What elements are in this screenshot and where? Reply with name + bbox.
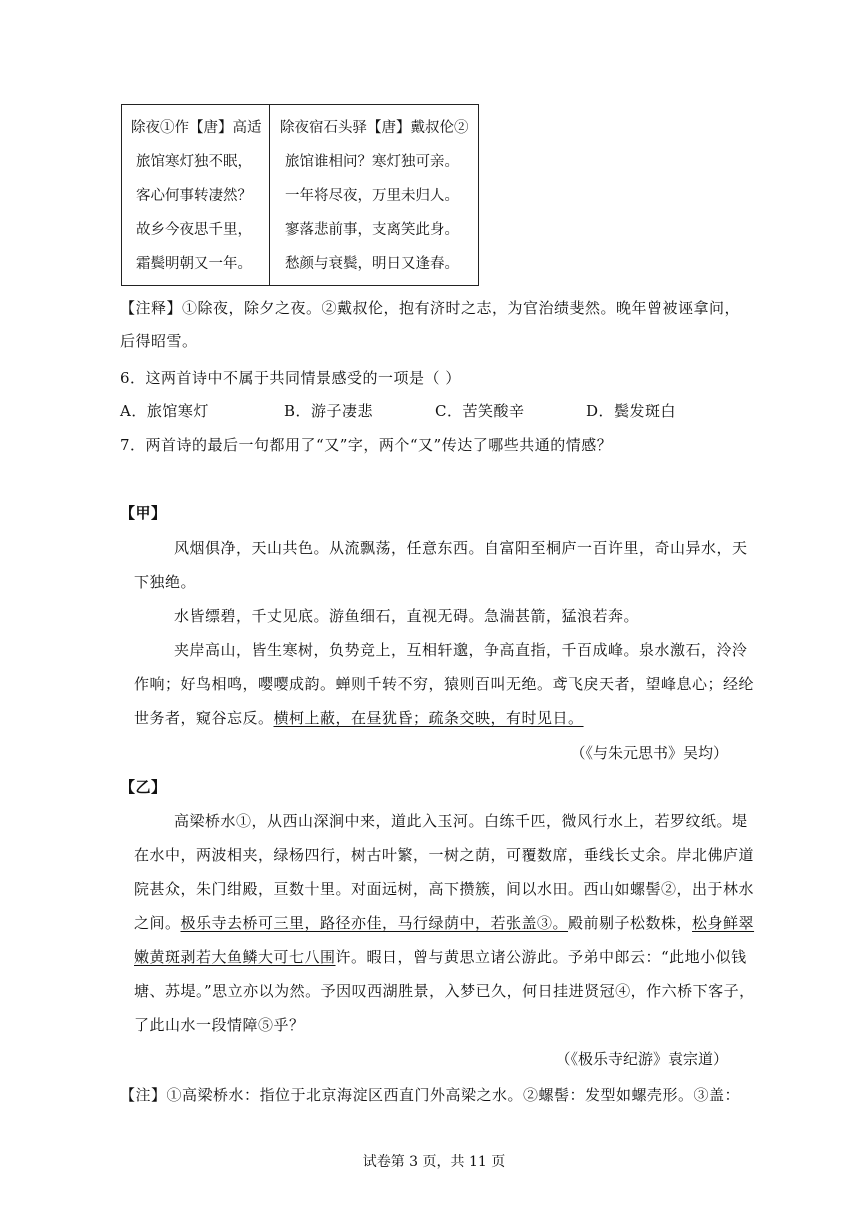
jia-label: 【甲】 [120,504,167,522]
poem-right-title: 除夜宿石头驿【唐】戴叔伦② [280,120,469,136]
poem-right-line: 寥落悲前事，支离笑此身。 [285,222,459,238]
yi-label: 【乙】 [120,778,167,796]
jia-line-last [134,707,584,728]
q6-option-c: C．苦笑酸辛 [435,402,525,420]
jia-line: 水皆缥碧，千丈见底。游鱼细石，直视无碍。急湍甚箭，猛浪若奔。 [174,607,640,625]
yi-underlined-1: 极乐寺去桥可三里，路径亦佳，马行绿荫中，若张盖③。 [180,914,569,932]
yi-underlined-2b: 嫩黄斑剥若大鱼鳞大可七八围 [134,948,336,966]
poem-left-line: 客心何事转凄然？ [136,188,252,204]
yi-line: 高梁桥水①，从西山深涧中来，道此入玉河。白练千匹，微风行水上，若罗纹纸。堤 [174,812,748,830]
q7-stem: 7．两首诗的最后一句都用了“又”字，两个“又”传达了哪些共通的情感？ [120,436,613,454]
yi-line: 塘、苏堤。”思立亦以为然。予因叹西湖胜景，入梦已久，何日挂进贤冠④，作六桥下客子， [134,982,755,1000]
q6-option-d: D．鬓发斑白 [586,402,677,420]
yi-source: （《极乐寺纪游》袁宗道） [555,1050,728,1068]
note1-line2: 后得昭雪。 [120,332,198,350]
yi-line-text: 殿前剔子松数株， [568,914,693,932]
poem-right-line: 愁颜与衰鬓，明日又逢春。 [285,256,459,272]
q6-option-a: A．旅馆寒灯 [120,402,209,420]
jia-underlined: 横柯上蔽，在昼犹昏；疏条交映，有时见日。 [273,709,584,727]
poem-left-title: 除夜①作【唐】高适 [131,120,262,136]
poem-left-line: 霜鬓明朝又一年。 [136,256,252,272]
poem-right-line: 旅馆谁相问？寒灯独可亲。 [285,154,459,170]
poem-right-line: 一年将尽夜，万里未归人。 [285,188,459,204]
note1-line1: 【注释】①除夜，除夕之夜。②戴叔伦，抱有济时之志，为官治绩斐然。晚年曾被诬拿问， [120,299,741,317]
yi-line: 院甚众，朱门绀殿，亘数十里。对面远树，高下攒簇，间以水田。西山如螺髻②，出于林水 [134,880,755,898]
q6-option-b: B．游子凄悲 [284,402,374,420]
poem-table [121,104,479,286]
yi-line-5 [134,946,747,967]
poem-left-line: 旅馆寒灯独不眠， [136,154,252,170]
yi-line: 了此山水一段情障⑤乎？ [134,1016,305,1034]
yi-line-text: 许。暇日，曾与黄思立诸公游此。予弟中郎云：“此地小似钱 [335,948,747,966]
jia-line: 下独绝。 [134,573,197,591]
poem-right [270,105,478,285]
yi-line-4 [134,912,754,933]
page-footer: 试卷第 3 页，共 11 页 [362,1154,506,1170]
jia-line: 夹岸高山，皆生寒树，负势竞上，互相轩邈，争高直指，千百成峰。泉水激石，泠泠 [174,641,748,659]
jia-source: （《与朱元思书》吴均） [570,744,728,762]
poem-left-line: 故乡今夜思千里， [136,222,252,238]
yi-line-text: 之间。 [134,914,181,932]
yi-underlined-2a: 松身鲜翠 [692,914,755,932]
note2: 【注】①高梁桥水：指位于北京海淀区西直门外高梁之水。②螺髻：发型如螺壳形。③盖： [120,1086,741,1104]
q6-stem: 6．这两首诗中不属于共同情景感受的一项是（ ） [120,369,461,387]
jia-line-text: 世务者，窥谷忘反。 [134,709,274,727]
yi-line: 在水中，两波相夹，绿杨四行，树古叶繁，一树之荫，可覆数席，垂线长丈余。岸北佛庐道 [134,846,755,864]
jia-line: 作响；好鸟相鸣，嘤嘤成韵。蝉则千转不穷，猿则百叫无绝。鸢飞戾天者，望峰息心；经纶 [134,675,755,693]
poem-left [122,105,270,285]
jia-line: 风烟俱净，天山共色。从流飘荡，任意东西。自富阳至桐庐一百许里，奇山异水，天 [174,539,748,557]
